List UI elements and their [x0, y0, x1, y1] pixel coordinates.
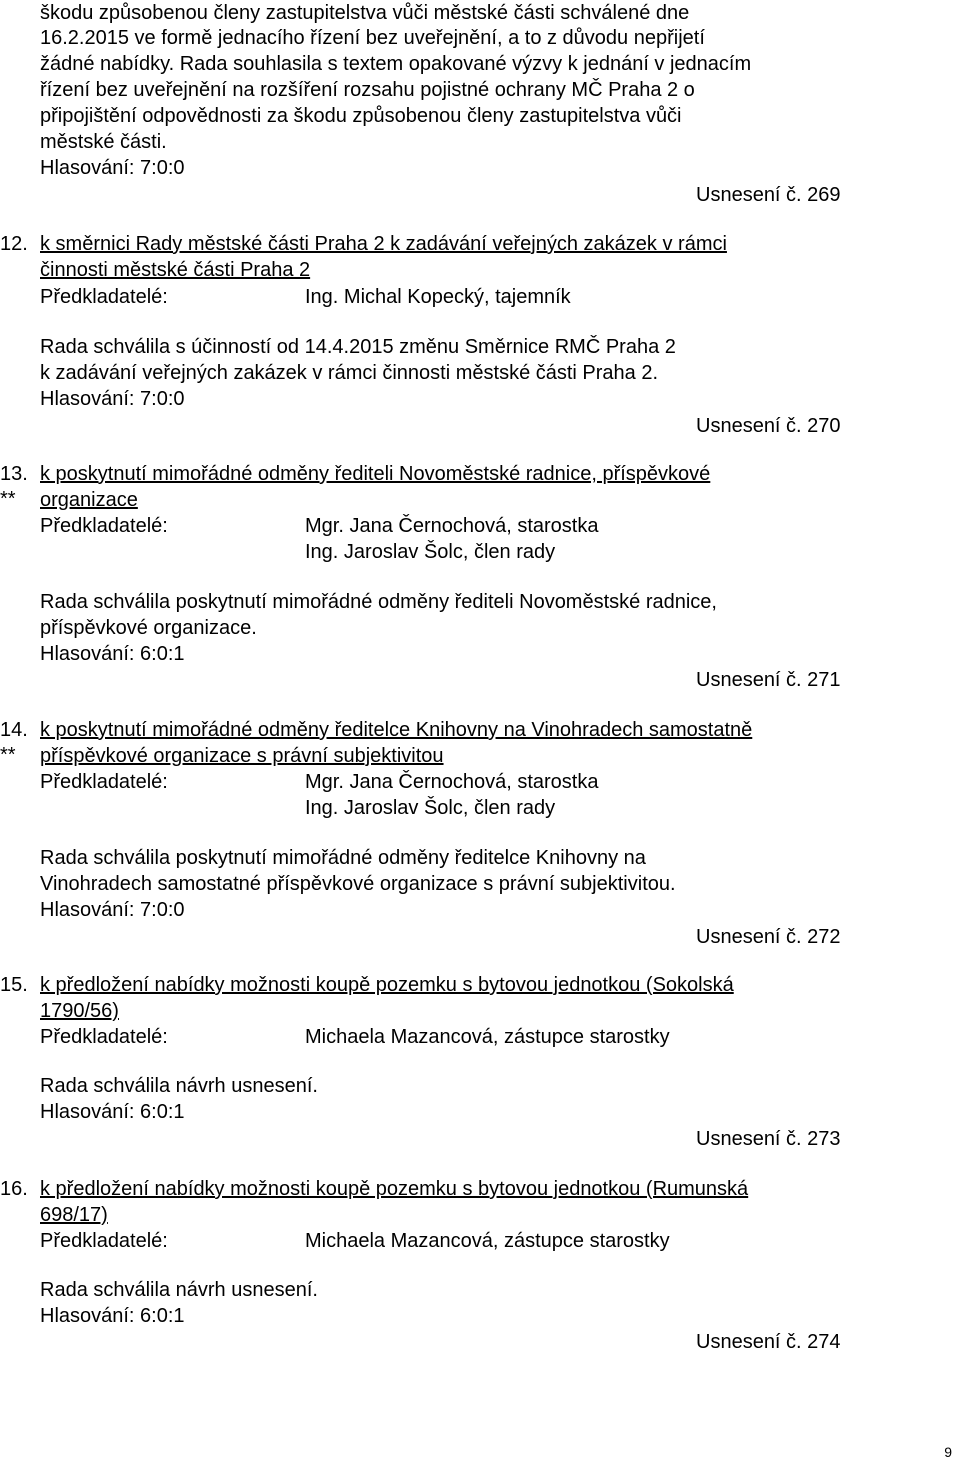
decision-text: k zadávání veřejných zakázek v rámci činnosti městské části Praha 2. — [40, 362, 659, 384]
resolution-number: Usnesení č. 270 — [696, 415, 841, 437]
presenter: Ing. Michal Kopecký, tajemník — [305, 286, 571, 308]
vote-result: Hlasování: 6:0:1 — [40, 1305, 185, 1327]
item-title: činnosti městské části Praha 2 — [40, 259, 311, 281]
item-title: příspěvkové organizace s právní subjektivitou — [40, 745, 444, 767]
item-title: 698/17) — [40, 1204, 108, 1226]
presenters-label: Předkladatelé: — [40, 1026, 168, 1048]
resolution-number: Usnesení č. 271 — [696, 669, 841, 691]
decision-text: Rada schválila návrh usnesení. — [40, 1075, 318, 1097]
decision-text: příspěvkové organizace. — [40, 617, 257, 639]
decision-text: Rada schválila s účinností od 14.4.2015 změnu Směrnice RMČ Praha 2 — [40, 336, 676, 358]
vote-result: Hlasování: 7:0:0 — [40, 157, 185, 179]
decision-text: Vinohradech samostatné příspěvkové organizace s právní subjektivitou. — [40, 873, 676, 895]
item-number: 12. — [0, 233, 28, 255]
intro-line: připojištění odpovědnosti za škodu způsobenou členy zastupitelstva vůči — [40, 105, 682, 127]
presenter: Michaela Mazancová, zástupce starostky — [305, 1026, 670, 1048]
resolution-number: Usnesení č. 269 — [696, 184, 841, 206]
item-number: 14. — [0, 719, 28, 741]
decision-text: Rada schválila poskytnutí mimořádné odměny ředitelce Knihovny na — [40, 847, 646, 869]
vote-result: Hlasování: 7:0:0 — [40, 899, 185, 921]
item-number: 15. — [0, 974, 28, 996]
presenter: Mgr. Jana Černochová, starostka — [305, 515, 599, 537]
intro-line: řízení bez uveřejnění na rozšíření rozsahu pojistné ochrany MČ Praha 2 o — [40, 79, 695, 101]
item-title: k směrnici Rady městské části Praha 2 k zadávání veřejných zakázek v rámci — [40, 233, 727, 255]
intro-line: žádné nabídky. Rada souhlasila s textem opakované výzvy k jednání v jednacím — [40, 53, 752, 75]
item-title: k předložení nabídky možnosti koupě pozemku s bytovou jednotkou (Rumunská — [40, 1178, 749, 1200]
vote-result: Hlasování: 6:0:1 — [40, 643, 185, 665]
item-title: k poskytnutí mimořádné odměny ředitelce Knihovny na Vinohradech samostatně — [40, 719, 753, 741]
intro-line: 16.2.2015 ve formě jednacího řízení bez uveřejnění, a to z důvodu nepřijetí — [40, 27, 705, 49]
presenters-label: Předkladatelé: — [40, 286, 168, 308]
presenter: Ing. Jaroslav Šolc, člen rady — [305, 541, 556, 563]
resolution-number: Usnesení č. 274 — [696, 1331, 841, 1353]
presenter: Michaela Mazancová, zástupce starostky — [305, 1230, 670, 1252]
intro-line: škodu způsobenou členy zastupitelstva vůči městské části schválené dne — [40, 2, 690, 24]
item-title: k poskytnutí mimořádné odměny řediteli Novoměstské radnice, příspěvkové — [40, 463, 711, 485]
presenters-label: Předkladatelé: — [40, 771, 168, 793]
page-number: 9 — [944, 1444, 952, 1460]
decision-text: Rada schválila poskytnutí mimořádné odměny řediteli Novoměstské radnice, — [40, 591, 717, 613]
item-title: organizace — [40, 489, 138, 511]
intro-line: městské části. — [40, 131, 167, 153]
item-number: 13. — [0, 463, 28, 485]
presenters-label: Předkladatelé: — [40, 515, 168, 537]
item-title: 1790/56) — [40, 1000, 119, 1022]
resolution-number: Usnesení č. 273 — [696, 1128, 841, 1150]
resolution-number: Usnesení č. 272 — [696, 926, 841, 948]
presenters-label: Předkladatelé: — [40, 1230, 168, 1252]
item-number: 16. — [0, 1178, 28, 1200]
item-title: k předložení nabídky možnosti koupě pozemku s bytovou jednotkou (Sokolská — [40, 974, 734, 996]
priority-stars: ** — [0, 488, 16, 510]
vote-result: Hlasování: 6:0:1 — [40, 1101, 185, 1123]
priority-stars: ** — [0, 744, 16, 766]
decision-text: Rada schválila návrh usnesení. — [40, 1279, 318, 1301]
vote-result: Hlasování: 7:0:0 — [40, 388, 185, 410]
presenter: Mgr. Jana Černochová, starostka — [305, 771, 599, 793]
presenter: Ing. Jaroslav Šolc, člen rady — [305, 797, 556, 819]
